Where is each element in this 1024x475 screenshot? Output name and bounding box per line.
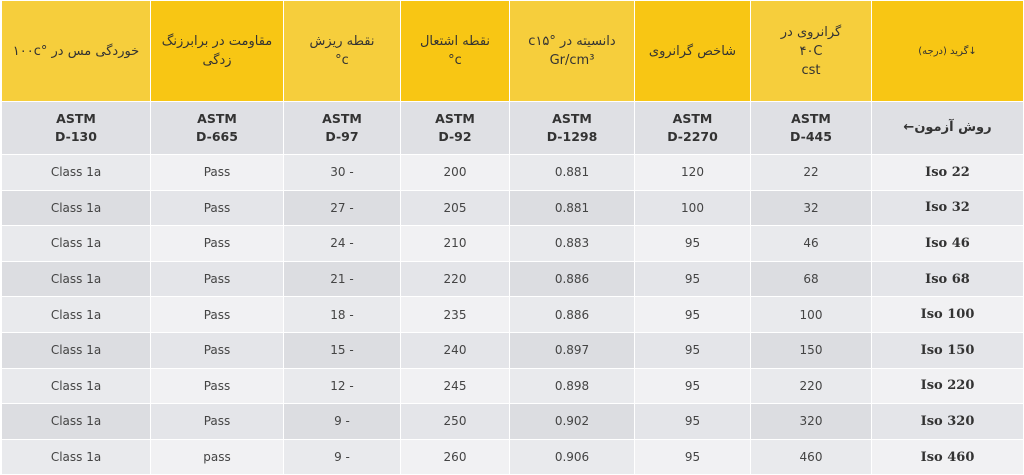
cell-viscosity-40: 22	[751, 155, 872, 191]
header-viscosity-index: شاخص گرانروی	[635, 1, 751, 102]
method-flash-point: ASTM D-92	[401, 102, 510, 155]
cell-copper-corrosion: Class 1a	[2, 368, 151, 404]
cell-density: 0.897	[510, 332, 635, 368]
table-row	[2, 297, 1024, 333]
cell-grade: Iso 22	[872, 155, 1024, 191]
cell-viscosity-40: 46	[751, 226, 872, 262]
method-pour-point: ASTM D-97	[284, 102, 401, 155]
cell-viscosity-index: 95	[635, 226, 751, 262]
header-pour-point: نقطه ریزش c°	[284, 1, 401, 102]
cell-density: 0.886	[510, 261, 635, 297]
cell-pour-point: - 30	[284, 155, 401, 191]
cell-grade: Iso 46	[872, 226, 1024, 262]
cell-viscosity-40: 32	[751, 190, 872, 226]
cell-grade: Iso 220	[872, 368, 1024, 404]
cell-grade: Iso 100	[872, 297, 1024, 333]
cell-density: 0.881	[510, 155, 635, 191]
cell-viscosity-40: 150	[751, 332, 872, 368]
header-flash-point: نقطه اشتعال c°	[401, 1, 510, 102]
cell-rust-resistance: Pass	[151, 368, 284, 404]
cell-rust-resistance: Pass	[151, 332, 284, 368]
cell-flash-point: 245	[401, 368, 510, 404]
cell-rust-resistance: Pass	[151, 297, 284, 333]
table-row	[2, 439, 1024, 475]
method-viscosity-40: ASTM D-445	[751, 102, 872, 155]
method-density: ASTM D-1298	[510, 102, 635, 155]
cell-pour-point: - 18	[284, 297, 401, 333]
cell-viscosity-index: 120	[635, 155, 751, 191]
cell-pour-point: - 12	[284, 368, 401, 404]
table-row	[2, 226, 1024, 262]
oil-specs-table	[1, 0, 1024, 475]
cell-rust-resistance: Pass	[151, 155, 284, 191]
cell-density: 0.883	[510, 226, 635, 262]
cell-grade: Iso 150	[872, 332, 1024, 368]
header-viscosity-40: گرانروی در ۴۰C cst	[751, 1, 872, 102]
cell-pour-point: - 24	[284, 226, 401, 262]
test-method-row	[2, 102, 1024, 155]
table-row	[2, 155, 1024, 191]
cell-viscosity-40: 68	[751, 261, 872, 297]
cell-rust-resistance: Pass	[151, 226, 284, 262]
cell-density: 0.902	[510, 404, 635, 440]
header-copper-corrosion: خوردگی مس در °۱۰۰c	[2, 1, 151, 102]
cell-viscosity-index: 95	[635, 404, 751, 440]
cell-pour-point: - 15	[284, 332, 401, 368]
cell-viscosity-40: 220	[751, 368, 872, 404]
cell-viscosity-index: 95	[635, 332, 751, 368]
cell-grade: Iso 32	[872, 190, 1024, 226]
cell-rust-resistance: Pass	[151, 404, 284, 440]
cell-grade: Iso 320	[872, 404, 1024, 440]
cell-viscosity-index: 95	[635, 439, 751, 475]
cell-viscosity-40: 460	[751, 439, 872, 475]
cell-copper-corrosion: Class 1a	[2, 332, 151, 368]
method-viscosity-index: ASTM D-2270	[635, 102, 751, 155]
cell-flash-point: 220	[401, 261, 510, 297]
cell-rust-resistance: pass	[151, 439, 284, 475]
cell-copper-corrosion: Class 1a	[2, 226, 151, 262]
cell-copper-corrosion: Class 1a	[2, 190, 151, 226]
cell-density: 0.886	[510, 297, 635, 333]
cell-rust-resistance: Pass	[151, 190, 284, 226]
header-grade: ↓گرید (درجه)	[872, 1, 1024, 102]
cell-copper-corrosion: Class 1a	[2, 297, 151, 333]
cell-pour-point: - 9	[284, 439, 401, 475]
method-rust-resistance: ASTM D-665	[151, 102, 284, 155]
cell-viscosity-index: 95	[635, 368, 751, 404]
cell-flash-point: 250	[401, 404, 510, 440]
cell-viscosity-40: 100	[751, 297, 872, 333]
cell-viscosity-index: 95	[635, 261, 751, 297]
table-row	[2, 190, 1024, 226]
cell-viscosity-index: 95	[635, 297, 751, 333]
cell-viscosity-index: 100	[635, 190, 751, 226]
cell-grade: Iso 460	[872, 439, 1024, 475]
cell-copper-corrosion: Class 1a	[2, 404, 151, 440]
cell-pour-point: - 9	[284, 404, 401, 440]
cell-flash-point: 260	[401, 439, 510, 475]
cell-density: 0.906	[510, 439, 635, 475]
cell-viscosity-40: 320	[751, 404, 872, 440]
table-row	[2, 332, 1024, 368]
cell-flash-point: 240	[401, 332, 510, 368]
cell-rust-resistance: Pass	[151, 261, 284, 297]
cell-flash-point: 200	[401, 155, 510, 191]
cell-density: 0.881	[510, 190, 635, 226]
cell-pour-point: - 21	[284, 261, 401, 297]
table-row	[2, 261, 1024, 297]
header-rust-resistance: مقاومت در برابرزنگ زدگی	[151, 1, 284, 102]
table-row	[2, 368, 1024, 404]
cell-flash-point: 210	[401, 226, 510, 262]
cell-copper-corrosion: Class 1a	[2, 155, 151, 191]
header-density: دانسیته در °c۱۵ Gr/cm³	[510, 1, 635, 102]
table-row	[2, 404, 1024, 440]
cell-pour-point: - 27	[284, 190, 401, 226]
cell-grade: Iso 68	[872, 261, 1024, 297]
cell-flash-point: 205	[401, 190, 510, 226]
cell-copper-corrosion: Class 1a	[2, 439, 151, 475]
cell-copper-corrosion: Class 1a	[2, 261, 151, 297]
test-method-label: روش آزمون←	[872, 102, 1024, 155]
cell-density: 0.898	[510, 368, 635, 404]
method-copper-corrosion: ASTM D-130	[2, 102, 151, 155]
header-row	[2, 1, 1024, 102]
cell-flash-point: 235	[401, 297, 510, 333]
